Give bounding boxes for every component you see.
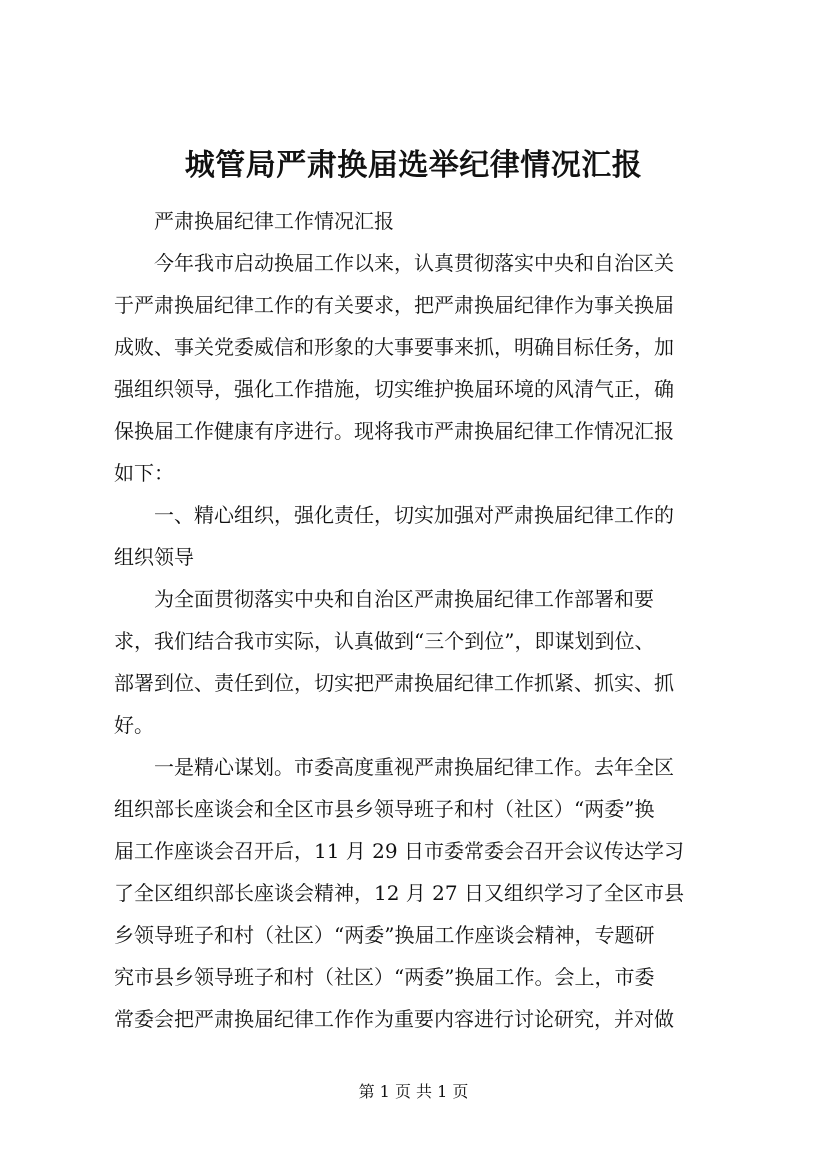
paragraph-line: 强组织领导，强化工作措施，切实维护换届环境的风清气正，确 [114, 377, 674, 401]
paragraph-line: 常委会把严肃换届纪律工作作为重要内容进行讨论研究，并对做 [114, 1007, 674, 1031]
paragraph-line: 部署到位、责任到位，切实把严肃换届纪律工作抓紧、抓实、抓 [114, 671, 674, 695]
paragraph-line: 保换届工作健康有序进行。现将我市严肃换届纪律工作情况汇报 [114, 419, 674, 443]
paragraph-line: 求，我们结合我市实际，认真做到“三个到位”，即谋划到位、 [114, 629, 655, 653]
section-heading-line: 组织领导 [114, 545, 194, 569]
paragraph-line: 如下： [114, 461, 174, 485]
paragraph-line: 届工作座谈会召开后，11 月 29 日市委常委会召开会议传达学习 [114, 839, 684, 863]
paragraph-line: 组织部长座谈会和全区市县乡领导班子和村（社区）“两委”换 [114, 797, 655, 821]
section-heading-line: 一、精心组织，强化责任，切实加强对严肃换届纪律工作的 [154, 503, 674, 527]
document-title: 城管局严肃换届选举纪律情况汇报 [184, 148, 643, 183]
paragraph-line: 一是精心谋划。市委高度重视严肃换届纪律工作。去年全区 [154, 755, 674, 779]
paragraph-line: 好。 [114, 713, 154, 737]
paragraph-line: 今年我市启动换届工作以来，认真贯彻落实中央和自治区关 [154, 251, 674, 275]
paragraph-line: 究市县乡领导班子和村（社区）“两委”换届工作。会上，市委 [114, 965, 655, 989]
paragraph-line: 乡领导班子和村（社区）“两委”换届工作座谈会精神，专题研 [114, 923, 655, 947]
paragraph-line: 了全区组织部长座谈会精神，12 月 27 日又组织学习了全区市县 [114, 881, 684, 905]
paragraph-line: 于严肃换届纪律工作的有关要求，把严肃换届纪律作为事关换届 [114, 293, 674, 317]
document-body [114, 200, 714, 1040]
paragraph-line: 为全面贯彻落实中央和自治区严肃换届纪律工作部署和要 [154, 587, 654, 611]
paragraph-line: 成败、事关党委威信和形象的大事要事来抓，明确目标任务，加 [114, 335, 674, 359]
page-number-footer: 第 1 页 共 1 页 [358, 1082, 469, 1101]
section-heading: 严肃换届纪律工作情况汇报 [154, 209, 394, 233]
